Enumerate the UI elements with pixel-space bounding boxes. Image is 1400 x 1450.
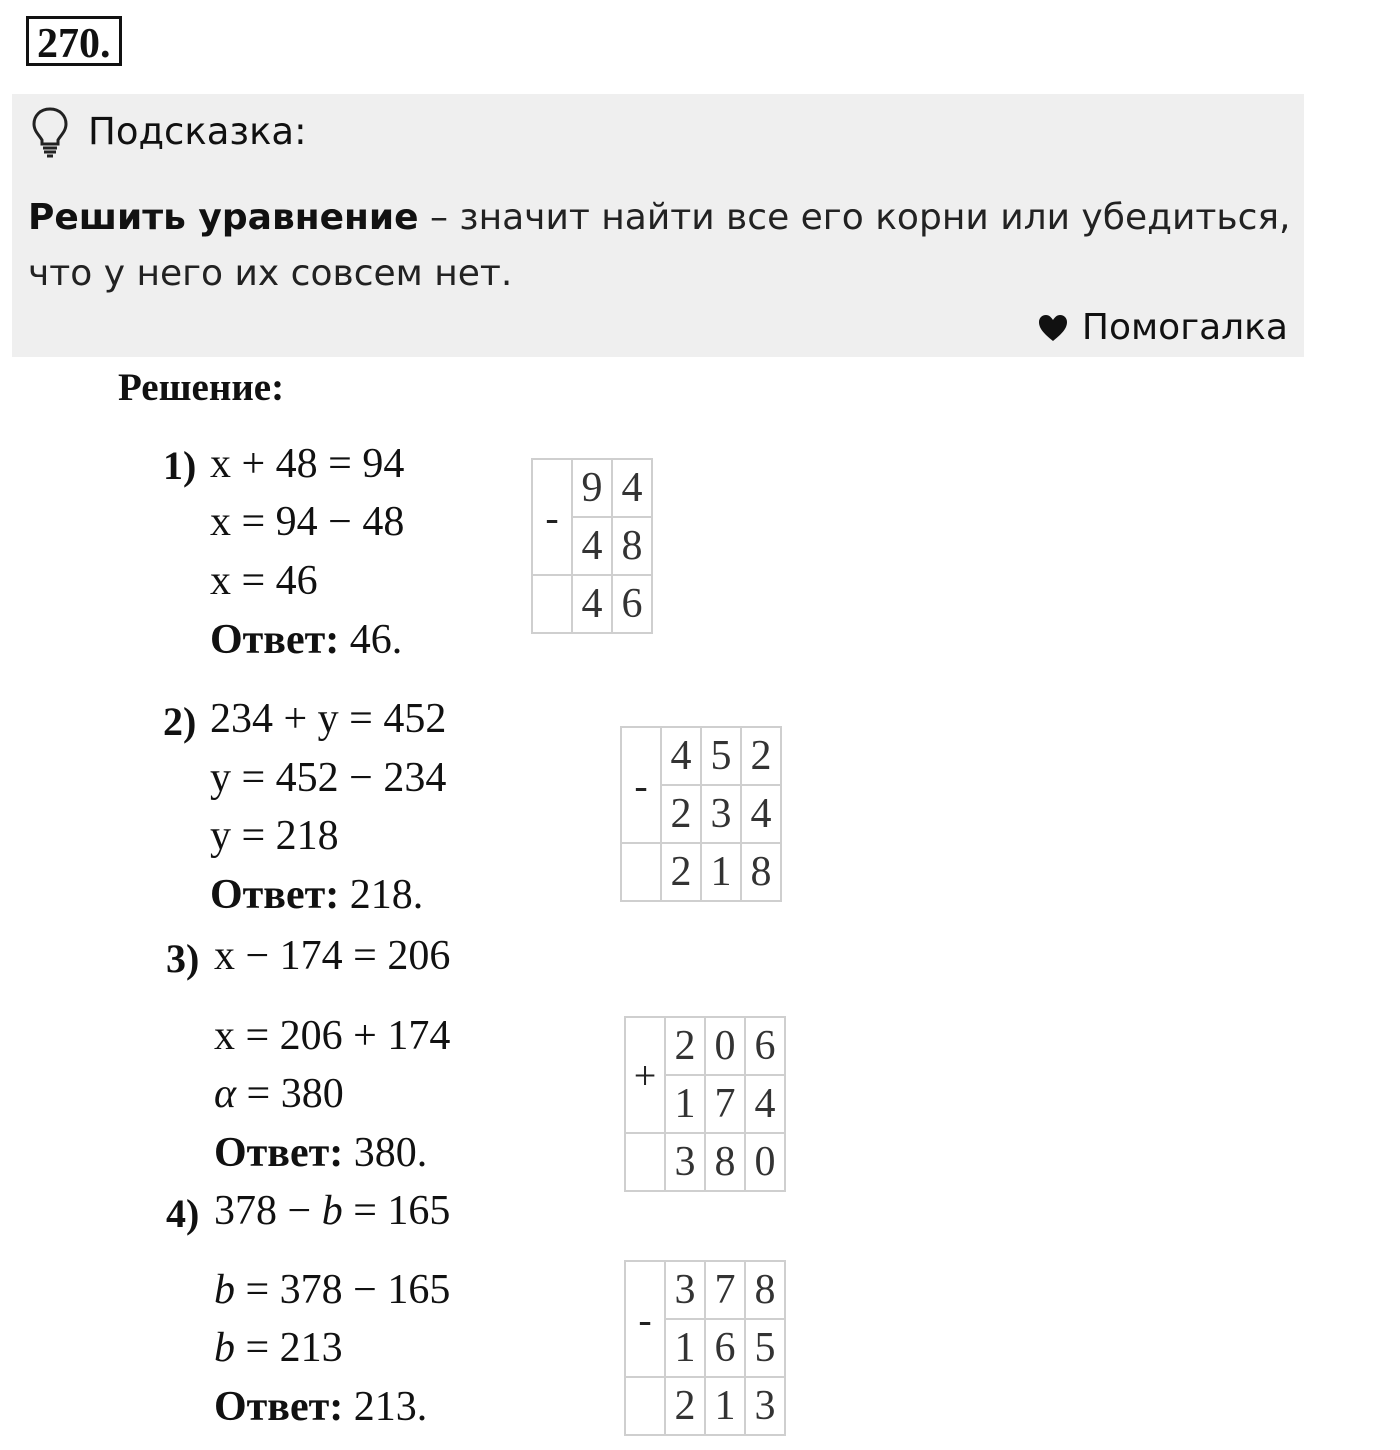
brand-label [1038, 306, 1288, 350]
equation-line: x = 46 [210, 558, 318, 604]
equation-number: 1) [163, 443, 197, 488]
digit: 6 [745, 1017, 785, 1075]
equation-rest: = 378 − 165 [235, 1267, 451, 1313]
answer-value: 380. [343, 1130, 428, 1176]
equation-line: x + 48 = 94 [210, 441, 405, 487]
variable: b [214, 1267, 235, 1313]
equation-rest: = 213 [235, 1325, 343, 1371]
digit: 1 [705, 1377, 745, 1435]
equation-line [214, 1324, 343, 1372]
digit: 4 [661, 727, 701, 785]
answer-line [214, 1383, 427, 1431]
digit: 3 [665, 1261, 705, 1319]
digit: 3 [665, 1133, 705, 1191]
answer-label: Ответ: [214, 1384, 344, 1430]
answer-value: 213. [343, 1384, 428, 1430]
hint-box [12, 94, 1304, 357]
equation-line [214, 1266, 450, 1314]
hint-definition: – значит найти все его корни или убедиться, что у него их совсем нет. [28, 197, 1291, 294]
digit: 4 [612, 459, 652, 517]
digit: 2 [665, 1377, 705, 1435]
digit: 2 [741, 727, 781, 785]
answer-line [210, 871, 423, 919]
digit: 4 [745, 1075, 785, 1133]
solution-title: Решение: [118, 366, 285, 409]
equation-rest: = 380 [236, 1071, 344, 1117]
column-calculation [624, 1260, 786, 1436]
equation-part: = 165 [342, 1188, 451, 1234]
answer-line [210, 616, 402, 664]
digit: 5 [745, 1319, 785, 1377]
digit: 7 [705, 1075, 745, 1133]
digit: 9 [572, 459, 612, 517]
heart-icon [1038, 314, 1068, 342]
digit: 7 [705, 1261, 745, 1319]
digit: 3 [745, 1377, 785, 1435]
hint-term: Решить уравнение [28, 197, 419, 238]
digit: 6 [612, 575, 652, 633]
operation-sign: - [532, 459, 572, 575]
answer-value: 46. [339, 617, 403, 663]
equation-line: x − 174 = 206 [214, 933, 451, 979]
variable: b [214, 1325, 235, 1371]
column-calculation [531, 458, 653, 634]
variable: b [321, 1188, 343, 1234]
digit: 2 [661, 785, 701, 843]
digit: 6 [705, 1319, 745, 1377]
digit: 5 [701, 727, 741, 785]
digit: 1 [665, 1319, 705, 1377]
answer-label: Ответ: [214, 1130, 344, 1176]
digit: 4 [741, 785, 781, 843]
digit: 4 [572, 575, 612, 633]
digit: 8 [705, 1133, 745, 1191]
equation-line [214, 1070, 344, 1118]
equation-line [214, 1187, 450, 1235]
column-calculation [624, 1016, 786, 1192]
answer-label: Ответ: [210, 617, 340, 663]
digit: 1 [701, 843, 741, 901]
equation-line: y = 218 [210, 813, 339, 859]
digit: 2 [665, 1017, 705, 1075]
digit: 2 [661, 843, 701, 901]
digit: 8 [741, 843, 781, 901]
brand-text: Помогалка [1081, 307, 1288, 348]
operation-sign: + [625, 1017, 665, 1133]
digit: 1 [665, 1075, 705, 1133]
task-number: 270. [26, 16, 122, 66]
equation-line: y = 452 − 234 [210, 755, 447, 801]
answer-value: 218. [339, 872, 424, 918]
digit: 0 [745, 1133, 785, 1191]
lightbulb-icon [30, 106, 70, 158]
operation-sign: - [621, 727, 661, 843]
digit: 4 [572, 517, 612, 575]
digit: 8 [612, 517, 652, 575]
equation-line: x = 206 + 174 [214, 1013, 451, 1059]
equation-number: 3) [166, 936, 200, 981]
column-calculation [620, 726, 782, 902]
equation-part: 378 − [214, 1188, 322, 1234]
digit: 0 [705, 1017, 745, 1075]
variable: α [214, 1071, 237, 1117]
hint-title: Подсказка: [88, 110, 307, 153]
answer-line [214, 1129, 427, 1177]
equation-line: 234 + y = 452 [210, 696, 447, 742]
digit: 8 [745, 1261, 785, 1319]
hint-text [28, 190, 1298, 302]
digit: 3 [701, 785, 741, 843]
equation-number: 4) [166, 1191, 200, 1236]
answer-label: Ответ: [210, 872, 340, 918]
operation-sign: - [625, 1261, 665, 1377]
equation-line: x = 94 − 48 [210, 499, 405, 545]
equation-number: 2) [163, 699, 197, 744]
